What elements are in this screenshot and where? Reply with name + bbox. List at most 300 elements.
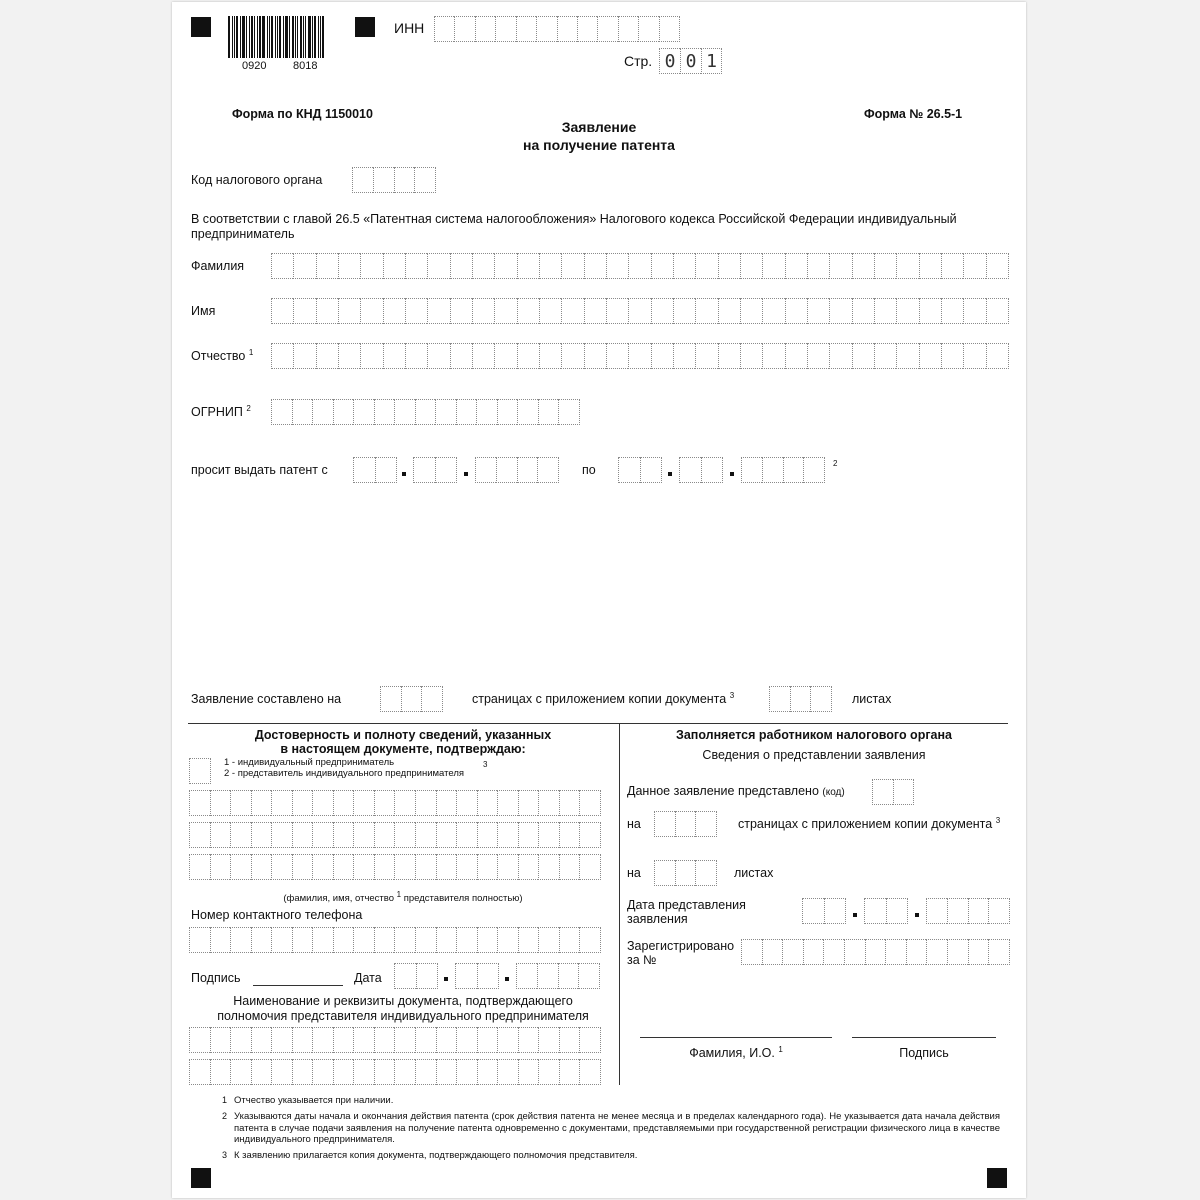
input-cell[interactable] bbox=[518, 822, 539, 848]
input-cell[interactable] bbox=[497, 1027, 518, 1053]
input-cell[interactable] bbox=[189, 758, 211, 784]
input-cell[interactable] bbox=[584, 298, 606, 324]
input-cell[interactable] bbox=[538, 790, 559, 816]
input-cell[interactable] bbox=[561, 343, 583, 369]
end-year-input[interactable] bbox=[741, 457, 825, 483]
input-cell[interactable] bbox=[292, 1027, 313, 1053]
input-cell[interactable] bbox=[353, 1059, 374, 1085]
input-cell[interactable] bbox=[338, 343, 360, 369]
page-number-input[interactable] bbox=[659, 48, 722, 74]
input-cell[interactable] bbox=[497, 1059, 518, 1085]
input-cell[interactable] bbox=[844, 939, 865, 965]
input-cell[interactable] bbox=[968, 898, 989, 924]
input-cell[interactable] bbox=[941, 298, 963, 324]
tax-code-input[interactable] bbox=[352, 167, 436, 193]
input-cell[interactable] bbox=[316, 343, 338, 369]
input-cell[interactable] bbox=[673, 253, 695, 279]
input-cell[interactable] bbox=[456, 1027, 477, 1053]
input-cell[interactable] bbox=[640, 457, 663, 483]
input-cell[interactable] bbox=[651, 343, 673, 369]
input-cell[interactable] bbox=[312, 854, 333, 880]
input-cell[interactable] bbox=[559, 822, 580, 848]
input-cell[interactable] bbox=[450, 298, 472, 324]
input-cell[interactable] bbox=[628, 298, 650, 324]
input-cell[interactable] bbox=[803, 939, 824, 965]
input-cell[interactable] bbox=[374, 1027, 395, 1053]
input-cell[interactable] bbox=[292, 790, 313, 816]
input-cell[interactable] bbox=[803, 457, 825, 483]
input-cell[interactable] bbox=[926, 898, 947, 924]
input-cell[interactable] bbox=[415, 854, 436, 880]
input-cell[interactable] bbox=[896, 343, 918, 369]
input-cell[interactable] bbox=[251, 822, 272, 848]
input-cell[interactable] bbox=[741, 457, 762, 483]
input-cell[interactable] bbox=[807, 343, 829, 369]
input-cell[interactable] bbox=[415, 1059, 436, 1085]
input-cell[interactable] bbox=[495, 16, 515, 42]
input-cell[interactable] bbox=[271, 854, 292, 880]
input-cell[interactable] bbox=[427, 253, 449, 279]
input-cell[interactable] bbox=[230, 790, 251, 816]
input-cell[interactable] bbox=[679, 457, 701, 483]
input-cell[interactable] bbox=[638, 16, 658, 42]
input-cell[interactable] bbox=[872, 779, 893, 805]
input-cell[interactable] bbox=[271, 790, 292, 816]
input-cell[interactable] bbox=[353, 822, 374, 848]
input-cell[interactable] bbox=[435, 399, 456, 425]
input-cell[interactable] bbox=[333, 927, 354, 953]
input-cell[interactable] bbox=[375, 457, 398, 483]
input-cell[interactable] bbox=[414, 167, 436, 193]
input-cell[interactable] bbox=[477, 1059, 498, 1085]
input-cell[interactable] bbox=[518, 854, 539, 880]
input-cell[interactable] bbox=[333, 1027, 354, 1053]
pages-count-input[interactable] bbox=[380, 686, 443, 712]
input-cell[interactable] bbox=[896, 253, 918, 279]
input-cell[interactable] bbox=[374, 822, 395, 848]
input-cell[interactable] bbox=[536, 16, 556, 42]
input-cell[interactable] bbox=[316, 298, 338, 324]
input-cell[interactable] bbox=[864, 898, 886, 924]
input-cell[interactable] bbox=[762, 298, 784, 324]
input-cell[interactable] bbox=[824, 898, 847, 924]
input-cell[interactable] bbox=[472, 253, 494, 279]
input-cell[interactable] bbox=[557, 16, 577, 42]
input-cell[interactable] bbox=[353, 790, 374, 816]
input-cell[interactable] bbox=[472, 343, 494, 369]
input-cell[interactable] bbox=[919, 298, 941, 324]
input-cell[interactable] bbox=[741, 939, 762, 965]
input-cell[interactable] bbox=[353, 854, 374, 880]
input-cell[interactable] bbox=[456, 927, 477, 953]
input-cell[interactable] bbox=[333, 854, 354, 880]
input-cell[interactable] bbox=[210, 1059, 231, 1085]
input-cell[interactable] bbox=[405, 343, 427, 369]
input-cell[interactable] bbox=[823, 939, 844, 965]
input-cell[interactable] bbox=[292, 854, 313, 880]
input-cell[interactable] bbox=[659, 16, 680, 42]
input-cell[interactable] bbox=[436, 790, 457, 816]
input-cell[interactable] bbox=[353, 1027, 374, 1053]
input-cell[interactable] bbox=[941, 253, 963, 279]
input-cell[interactable] bbox=[893, 779, 915, 805]
input-cell[interactable] bbox=[559, 927, 580, 953]
input-cell[interactable] bbox=[896, 298, 918, 324]
input-cell[interactable] bbox=[584, 343, 606, 369]
input-cell[interactable] bbox=[383, 253, 405, 279]
input-cell[interactable] bbox=[477, 963, 500, 989]
phone-input[interactable] bbox=[189, 927, 601, 953]
input-cell[interactable] bbox=[559, 854, 580, 880]
input-cell[interactable] bbox=[292, 1059, 313, 1085]
input-cell[interactable] bbox=[651, 298, 673, 324]
input-cell[interactable] bbox=[852, 253, 874, 279]
input-cell[interactable] bbox=[450, 343, 472, 369]
input-cell[interactable] bbox=[271, 822, 292, 848]
input-cell[interactable] bbox=[865, 939, 886, 965]
official-name-line[interactable] bbox=[640, 1037, 832, 1038]
input-cell[interactable] bbox=[292, 822, 313, 848]
start-day-input[interactable] bbox=[353, 457, 397, 483]
input-cell[interactable] bbox=[926, 939, 947, 965]
input-cell[interactable] bbox=[538, 399, 559, 425]
input-cell[interactable] bbox=[427, 343, 449, 369]
input-cell[interactable] bbox=[333, 399, 354, 425]
input-cell[interactable] bbox=[210, 927, 231, 953]
input-cell[interactable] bbox=[475, 457, 496, 483]
input-cell[interactable] bbox=[538, 1059, 559, 1085]
input-cell[interactable] bbox=[374, 1059, 395, 1085]
input-cell[interactable] bbox=[312, 927, 333, 953]
input-cell[interactable] bbox=[360, 343, 382, 369]
input-cell[interactable] bbox=[518, 790, 539, 816]
input-cell[interactable] bbox=[874, 343, 896, 369]
input-cell[interactable] bbox=[415, 790, 436, 816]
input-cell[interactable] bbox=[435, 457, 458, 483]
input-cell[interactable] bbox=[333, 790, 354, 816]
input-cell[interactable] bbox=[251, 854, 272, 880]
input-cell[interactable] bbox=[785, 298, 807, 324]
input-cell[interactable] bbox=[579, 1027, 601, 1053]
input-cell[interactable] bbox=[579, 1059, 601, 1085]
input-cell[interactable] bbox=[988, 939, 1010, 965]
input-cell[interactable] bbox=[189, 854, 210, 880]
input-cell[interactable] bbox=[606, 253, 628, 279]
authority-doc-input-1[interactable] bbox=[189, 1027, 601, 1053]
input-cell[interactable] bbox=[456, 854, 477, 880]
input-cell[interactable] bbox=[919, 343, 941, 369]
input-cell[interactable] bbox=[312, 1059, 333, 1085]
input-cell[interactable] bbox=[413, 457, 435, 483]
input-cell[interactable] bbox=[494, 298, 516, 324]
input-cell[interactable] bbox=[497, 822, 518, 848]
input-cell[interactable] bbox=[405, 298, 427, 324]
input-cell[interactable] bbox=[606, 343, 628, 369]
input-cell[interactable] bbox=[333, 1059, 354, 1085]
input-cell[interactable] bbox=[210, 822, 231, 848]
input-cell[interactable] bbox=[675, 811, 696, 837]
input-cell[interactable] bbox=[455, 963, 477, 989]
input-cell[interactable] bbox=[517, 253, 539, 279]
input-cell[interactable] bbox=[353, 399, 374, 425]
input-cell[interactable] bbox=[436, 1059, 457, 1085]
input-cell[interactable] bbox=[436, 927, 457, 953]
input-cell[interactable] bbox=[518, 1059, 539, 1085]
input-cell[interactable] bbox=[785, 343, 807, 369]
input-cell[interactable] bbox=[450, 253, 472, 279]
input-cell[interactable] bbox=[271, 1027, 292, 1053]
input-cell[interactable] bbox=[494, 343, 516, 369]
input-cell[interactable] bbox=[810, 686, 832, 712]
input-cell[interactable] bbox=[374, 854, 395, 880]
input-cell[interactable] bbox=[561, 298, 583, 324]
submission-month-input[interactable] bbox=[864, 898, 908, 924]
input-cell[interactable] bbox=[230, 822, 251, 848]
input-cell[interactable] bbox=[517, 298, 539, 324]
input-cell[interactable] bbox=[538, 927, 559, 953]
input-cell[interactable] bbox=[312, 399, 333, 425]
input-cell[interactable] bbox=[292, 927, 313, 953]
input-cell[interactable] bbox=[383, 343, 405, 369]
input-cell[interactable] bbox=[401, 686, 422, 712]
sign-year-input[interactable] bbox=[516, 963, 600, 989]
input-cell[interactable] bbox=[360, 298, 382, 324]
input-cell[interactable] bbox=[394, 1059, 415, 1085]
input-cell[interactable] bbox=[374, 927, 395, 953]
input-cell[interactable] bbox=[718, 253, 740, 279]
input-cell[interactable] bbox=[251, 927, 272, 953]
submission-year-input[interactable] bbox=[926, 898, 1010, 924]
input-cell[interactable] bbox=[517, 457, 538, 483]
input-cell[interactable] bbox=[695, 253, 717, 279]
surname-input[interactable] bbox=[271, 253, 1009, 279]
input-cell[interactable] bbox=[436, 854, 457, 880]
input-cell[interactable] bbox=[537, 457, 559, 483]
input-cell[interactable] bbox=[497, 399, 518, 425]
input-cell[interactable] bbox=[333, 822, 354, 848]
input-cell[interactable] bbox=[394, 927, 415, 953]
input-cell[interactable] bbox=[477, 1027, 498, 1053]
signer-type-input[interactable] bbox=[189, 758, 211, 784]
input-cell[interactable] bbox=[456, 822, 477, 848]
input-cell[interactable] bbox=[561, 253, 583, 279]
input-cell[interactable] bbox=[394, 854, 415, 880]
input-cell[interactable] bbox=[210, 1027, 231, 1053]
input-cell[interactable] bbox=[251, 790, 272, 816]
input-cell[interactable] bbox=[293, 298, 315, 324]
input-cell[interactable] bbox=[886, 898, 909, 924]
input-cell[interactable] bbox=[189, 790, 210, 816]
input-cell[interactable] bbox=[651, 253, 673, 279]
input-cell[interactable] bbox=[230, 854, 251, 880]
input-cell[interactable] bbox=[852, 298, 874, 324]
input-cell[interactable] bbox=[740, 298, 762, 324]
input-cell[interactable] bbox=[579, 927, 601, 953]
input-cell[interactable] bbox=[271, 343, 293, 369]
input-cell[interactable] bbox=[695, 298, 717, 324]
input-cell[interactable] bbox=[559, 1059, 580, 1085]
patronymic-input[interactable] bbox=[271, 343, 1009, 369]
input-cell[interactable] bbox=[654, 860, 675, 886]
input-cell[interactable] bbox=[885, 939, 906, 965]
input-cell[interactable] bbox=[394, 790, 415, 816]
input-cell[interactable] bbox=[783, 457, 804, 483]
input-cell[interactable] bbox=[559, 790, 580, 816]
start-year-input[interactable] bbox=[475, 457, 559, 483]
input-cell[interactable] bbox=[383, 298, 405, 324]
sheets-count-input[interactable] bbox=[769, 686, 832, 712]
input-cell[interactable] bbox=[577, 16, 597, 42]
input-cell[interactable] bbox=[210, 854, 231, 880]
input-cell[interactable] bbox=[802, 898, 824, 924]
input-cell[interactable] bbox=[919, 253, 941, 279]
input-cell[interactable] bbox=[874, 298, 896, 324]
input-cell[interactable] bbox=[338, 298, 360, 324]
input-cell[interactable] bbox=[579, 790, 601, 816]
input-cell[interactable] bbox=[518, 927, 539, 953]
official-signature-line[interactable] bbox=[852, 1037, 996, 1038]
input-cell[interactable] bbox=[769, 686, 790, 712]
input-cell[interactable] bbox=[852, 343, 874, 369]
input-cell[interactable] bbox=[516, 16, 536, 42]
input-cell[interactable] bbox=[189, 1027, 210, 1053]
input-cell[interactable] bbox=[695, 343, 717, 369]
input-cell[interactable] bbox=[537, 963, 558, 989]
registration-number-input[interactable] bbox=[741, 939, 1010, 965]
input-cell[interactable] bbox=[762, 457, 783, 483]
input-cell[interactable] bbox=[312, 1027, 333, 1053]
input-cell[interactable] bbox=[316, 253, 338, 279]
ogrnip-input[interactable] bbox=[271, 399, 580, 425]
input-cell[interactable] bbox=[189, 927, 210, 953]
input-cell[interactable] bbox=[538, 1027, 559, 1053]
input-cell[interactable] bbox=[415, 927, 436, 953]
input-cell[interactable] bbox=[271, 1059, 292, 1085]
input-cell[interactable] bbox=[762, 253, 784, 279]
input-cell[interactable] bbox=[517, 399, 538, 425]
input-cell[interactable] bbox=[516, 963, 537, 989]
input-cell[interactable] bbox=[230, 1059, 251, 1085]
input-cell[interactable] bbox=[497, 854, 518, 880]
input-cell[interactable] bbox=[415, 1027, 436, 1053]
input-cell[interactable] bbox=[454, 16, 474, 42]
input-cell[interactable] bbox=[477, 822, 498, 848]
input-cell[interactable] bbox=[497, 790, 518, 816]
input-cell[interactable] bbox=[578, 963, 600, 989]
input-cell[interactable] bbox=[477, 854, 498, 880]
input-cell[interactable] bbox=[597, 16, 617, 42]
input-cell[interactable] bbox=[906, 939, 927, 965]
input-cell[interactable] bbox=[718, 298, 740, 324]
input-cell[interactable] bbox=[338, 253, 360, 279]
input-cell[interactable] bbox=[762, 343, 784, 369]
input-cell[interactable] bbox=[189, 822, 210, 848]
input-cell[interactable] bbox=[456, 399, 477, 425]
input-cell[interactable] bbox=[475, 16, 495, 42]
input-cell[interactable] bbox=[373, 167, 394, 193]
input-cell[interactable] bbox=[394, 963, 416, 989]
input-cell[interactable] bbox=[628, 343, 650, 369]
input-cell[interactable] bbox=[312, 790, 333, 816]
input-cell[interactable] bbox=[456, 790, 477, 816]
sign-month-input[interactable] bbox=[455, 963, 499, 989]
sign-day-input[interactable] bbox=[394, 963, 438, 989]
input-cell[interactable] bbox=[415, 822, 436, 848]
input-cell[interactable] bbox=[807, 298, 829, 324]
input-cell[interactable] bbox=[436, 1027, 457, 1053]
input-cell[interactable] bbox=[421, 686, 443, 712]
input-cell[interactable] bbox=[740, 253, 762, 279]
input-cell[interactable] bbox=[986, 298, 1009, 324]
submission-day-input[interactable] bbox=[802, 898, 846, 924]
input-cell[interactable] bbox=[947, 939, 968, 965]
input-cell[interactable] bbox=[538, 822, 559, 848]
end-day-input[interactable] bbox=[618, 457, 662, 483]
input-cell[interactable] bbox=[312, 822, 333, 848]
input-cell[interactable] bbox=[606, 298, 628, 324]
signer-fio-input-2[interactable] bbox=[189, 822, 601, 848]
input-cell[interactable] bbox=[352, 167, 373, 193]
input-cell[interactable] bbox=[986, 253, 1009, 279]
input-cell[interactable] bbox=[539, 253, 561, 279]
input-cell[interactable] bbox=[497, 927, 518, 953]
end-month-input[interactable] bbox=[679, 457, 723, 483]
input-cell[interactable] bbox=[558, 963, 579, 989]
inn-input[interactable] bbox=[434, 16, 680, 42]
name-input[interactable] bbox=[271, 298, 1009, 324]
input-cell[interactable] bbox=[579, 854, 601, 880]
input-cell[interactable] bbox=[558, 399, 580, 425]
input-cell[interactable] bbox=[829, 343, 851, 369]
input-cell[interactable] bbox=[353, 457, 375, 483]
input-cell[interactable] bbox=[394, 822, 415, 848]
input-cell[interactable] bbox=[584, 253, 606, 279]
input-cell[interactable] bbox=[988, 898, 1010, 924]
input-cell[interactable] bbox=[782, 939, 803, 965]
input-cell[interactable] bbox=[963, 343, 985, 369]
input-cell[interactable] bbox=[807, 253, 829, 279]
authority-doc-input-2[interactable] bbox=[189, 1059, 601, 1085]
input-cell[interactable] bbox=[271, 253, 293, 279]
input-cell[interactable] bbox=[538, 854, 559, 880]
input-cell[interactable] bbox=[360, 253, 382, 279]
input-cell[interactable] bbox=[476, 399, 497, 425]
input-cell[interactable] bbox=[963, 253, 985, 279]
input-cell[interactable] bbox=[477, 927, 498, 953]
input-cell[interactable] bbox=[559, 1027, 580, 1053]
input-cell[interactable] bbox=[618, 16, 638, 42]
start-month-input[interactable] bbox=[413, 457, 457, 483]
submission-code-input[interactable] bbox=[872, 779, 914, 805]
input-cell[interactable] bbox=[968, 939, 989, 965]
input-cell[interactable] bbox=[456, 1059, 477, 1085]
input-cell[interactable] bbox=[374, 790, 395, 816]
input-cell[interactable] bbox=[628, 253, 650, 279]
input-cell[interactable] bbox=[293, 253, 315, 279]
input-cell[interactable] bbox=[251, 1027, 272, 1053]
input-cell[interactable] bbox=[416, 963, 439, 989]
input-cell[interactable] bbox=[353, 927, 374, 953]
input-cell[interactable] bbox=[654, 811, 675, 837]
input-cell[interactable] bbox=[394, 1027, 415, 1053]
input-cell[interactable] bbox=[718, 343, 740, 369]
input-cell[interactable] bbox=[695, 811, 717, 837]
input-cell[interactable] bbox=[941, 343, 963, 369]
input-cell[interactable] bbox=[251, 1059, 272, 1085]
received-sheets-input[interactable] bbox=[654, 860, 717, 886]
input-cell[interactable] bbox=[405, 253, 427, 279]
input-cell[interactable] bbox=[618, 457, 640, 483]
